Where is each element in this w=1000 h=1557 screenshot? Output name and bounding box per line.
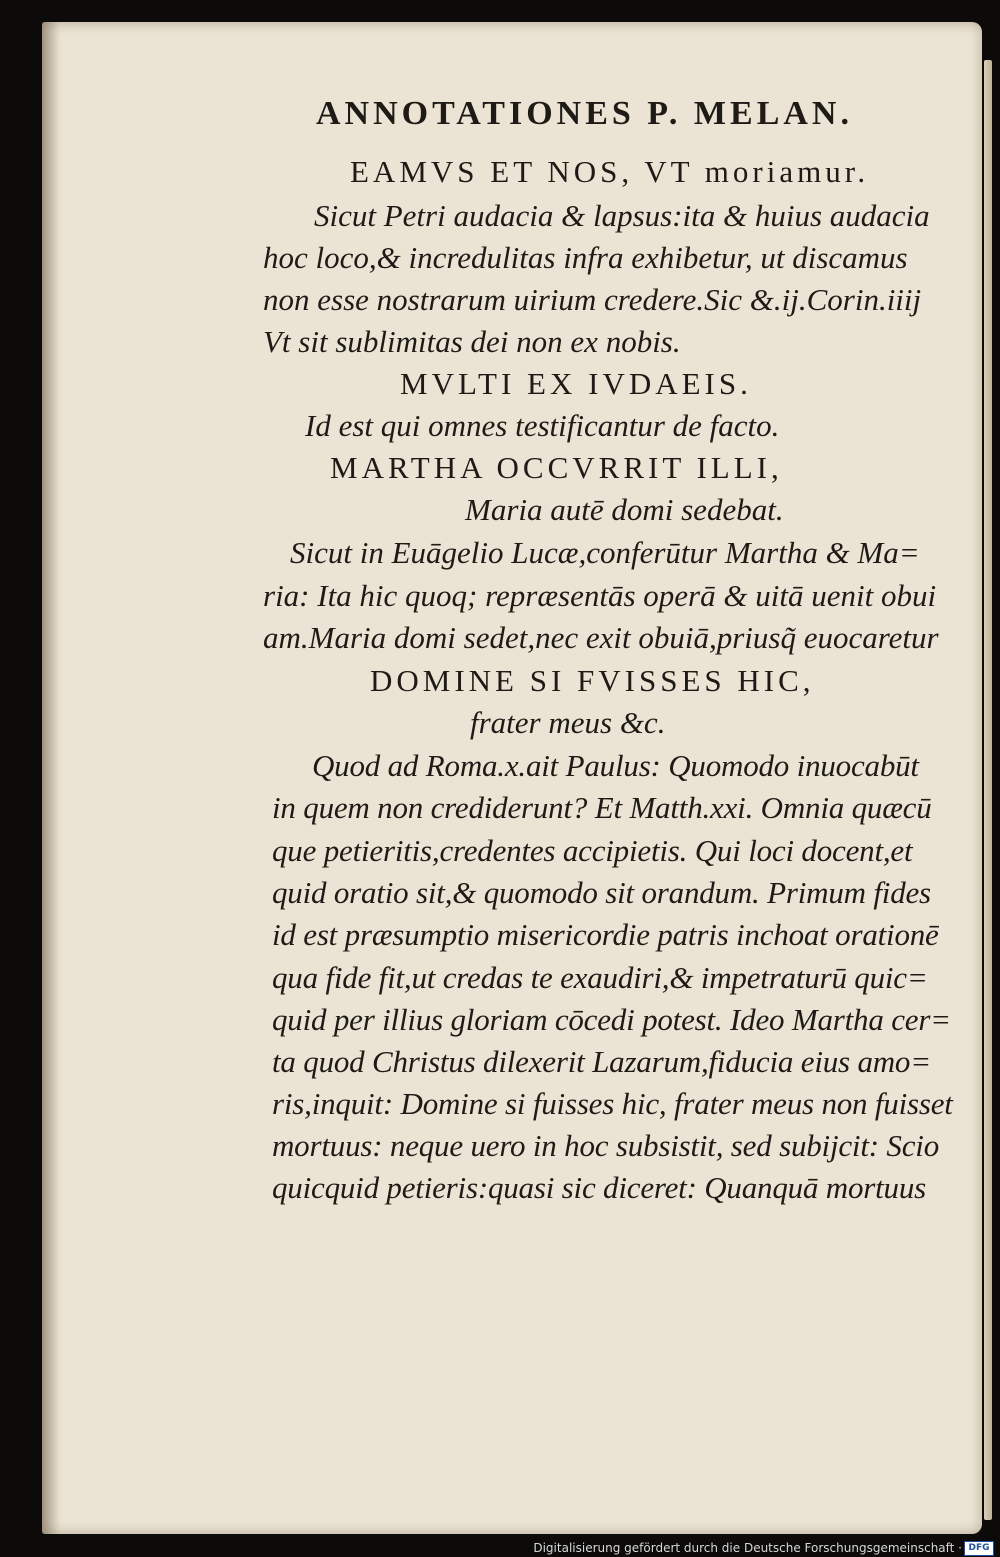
text-line: mortuus: neque uero in hoc subsistit, sed subijcit: Scio <box>272 1128 940 1163</box>
text-line: hoc loco,& incredulitas infra exhibetur, ut discamus <box>263 240 908 275</box>
section-heading-eamus: EAMVS ET NOS, VT moriamur. <box>350 154 870 189</box>
text-line: Maria autē domi sedebat. <box>465 492 784 527</box>
text-line: que petieritis,credentes accipietis. Qui loci docent,et <box>272 833 913 868</box>
text-line: in quem non crediderunt? Et Matth.xxi. Omnia quæcū <box>272 790 932 825</box>
text-line: frater meus &c. <box>470 705 666 740</box>
text-line: ta quod Christus dilexerit Lazarum,fiducia eius amo= <box>272 1044 931 1079</box>
text-line: Sicut Petri audacia & lapsus:ita & huius audacia <box>314 198 930 233</box>
text-line: qua fide fit,ut credas te exaudiri,& impetraturū quic= <box>272 960 928 995</box>
dfg-logo-icon: DFG <box>964 1541 994 1556</box>
page-edge <box>984 60 992 1520</box>
text-line: id est præsumptio misericordie patris inchoat orationē <box>272 917 939 952</box>
text-line: Sicut in Euāgelio Lucæ,conferūtur Martha & Ma= <box>290 535 920 570</box>
text-line: quicquid petieris:quasi sic diceret: Quanquā mortuus <box>272 1170 927 1205</box>
text-line: ris,inquit: Domine si fuisses hic, frater meus non fuisset <box>272 1086 953 1121</box>
gutter-shadow <box>42 22 60 1534</box>
section-heading-martha: MARTHA OCCVRRIT ILLI, <box>330 450 783 485</box>
section-heading-multi: MVLTI EX IVDAEIS. <box>400 366 752 401</box>
text-line: Vt sit sublimitas dei non ex nobis. <box>263 324 681 359</box>
text-line: Id est qui omnes testificantur de facto. <box>305 408 780 443</box>
running-head: ANNOTATIONES P. MELAN. <box>316 95 853 132</box>
text-line: quid oratio sit,& quomodo sit orandum. Primum fides <box>272 875 931 910</box>
text-line: ria: Ita hic quoq; repræsentās operā & uitā uenit obui <box>263 578 937 613</box>
text-line: Quod ad Roma.x.ait Paulus: Quomodo inuocabūt <box>312 748 919 783</box>
text-line: am.Maria domi sedet,nec exit obuiā,priusq̃ euocaretur <box>263 620 939 655</box>
text-line: non esse nostrarum uirium credere.Sic &.ij.Corin.iiij <box>263 282 922 317</box>
text-line: quid per illius gloriam cōcedi potest. Ideo Martha cer= <box>272 1002 951 1037</box>
footer-credit: Digitalisierung gefördert durch die Deutsche Forschungsgemeinschaft · <box>533 1541 962 1555</box>
section-heading-domine: DOMINE SI FVISSES HIC, <box>370 663 815 698</box>
